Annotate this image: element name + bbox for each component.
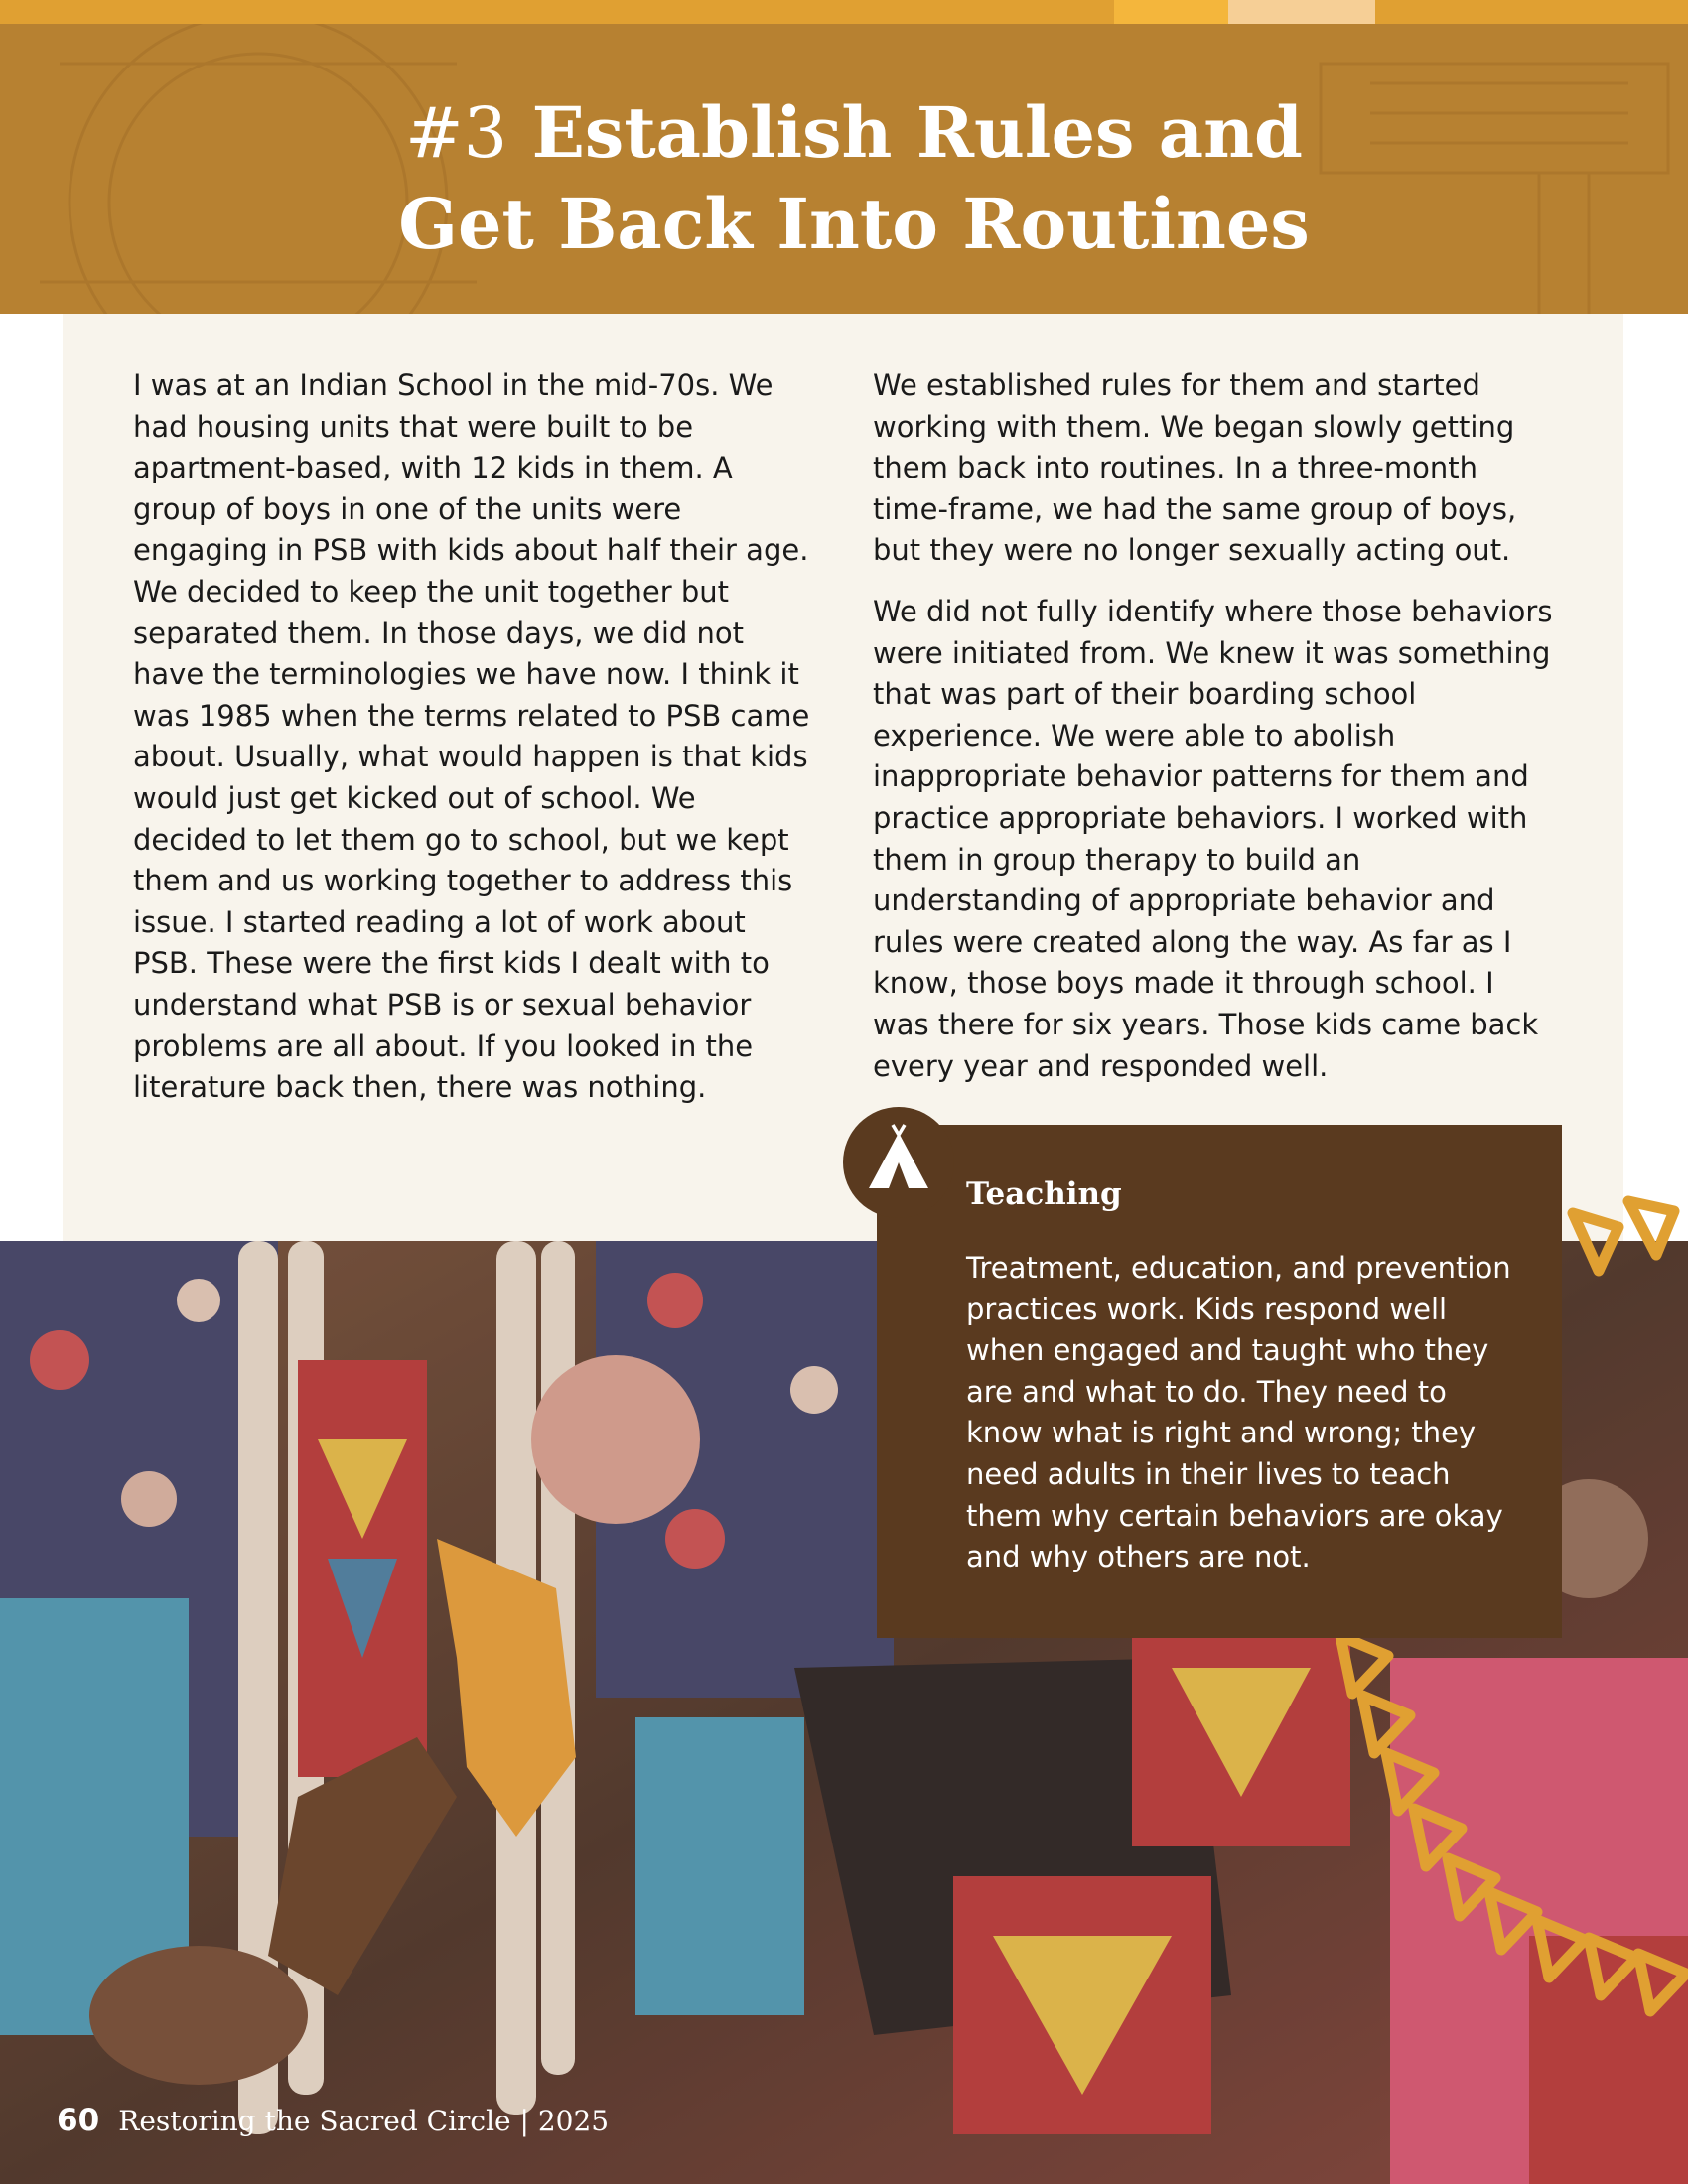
right-paragraph-1: We established rules for them and started working with them. We began slowly getting them back into routines. In a three-month time-frame, we had the same group of boys, but they were no longer sexually acting out. (873, 368, 1517, 568)
page-number: 60 (57, 2103, 100, 2138)
title-number: #3 (404, 92, 508, 174)
right-paragraph-2: We did not fully identify where those behaviors were initiated from. We knew it was something that was part of their boarding school experience. We were able to abolish inappropriate behavior patterns for them and practice appropriate behaviors. I worked with them in group therapy to build an understanding of appropriate behavior and rules were created along the way. As far as I know, those boys made it through school. I was there for six years. Those kids came back every year and responded well. (873, 594, 1553, 1083)
right-column (873, 365, 1558, 1107)
callout-body: Treatment, education, and prevention practices work. Kids respond well when engaged and taught who they are and what to do. They need to know what is right and wrong; they need adults in their lives to teach them why certain behaviors are okay and why others are not. (966, 1251, 1511, 1574)
accent-bar-segment (1228, 0, 1375, 24)
page-title (0, 87, 1688, 270)
tipi-icon (843, 1107, 954, 1218)
accent-bar-segment (1114, 0, 1228, 24)
title-line-2: Get Back Into Routines (398, 183, 1310, 265)
title-line-1: Establish Rules and (531, 91, 1303, 174)
left-column (133, 365, 818, 1129)
callout-heading: Teaching (966, 1176, 1122, 1212)
publication-title: Restoring the Sacred Circle | 2025 (118, 2105, 610, 2137)
header-banner (0, 24, 1688, 314)
top-accent-bar (0, 0, 1688, 24)
page-footer (57, 2103, 609, 2138)
teaching-callout (877, 1125, 1562, 1638)
left-paragraph: I was at an Indian School in the mid-70s. We had housing units that were built to be apartment-based, with 12 kids in them. A group of boys in one of the units were engaging in PSB with kids about half their age. We decided to keep the unit together but separated them. In those days, we did not have the terminologies we have now. I think it was 1985 when the terms related to PSB came about. Usually, what would happen is that kids would just get kicked out of school. We decided to let them go to school, but we kept them and us working together to address this issue. I started reading a lot of work about PSB. These were the first kids I dealt with to understand what PSB is or sexual behavior problems are all about. If you looked in the literature back then, there was nothing. (133, 368, 810, 1105)
